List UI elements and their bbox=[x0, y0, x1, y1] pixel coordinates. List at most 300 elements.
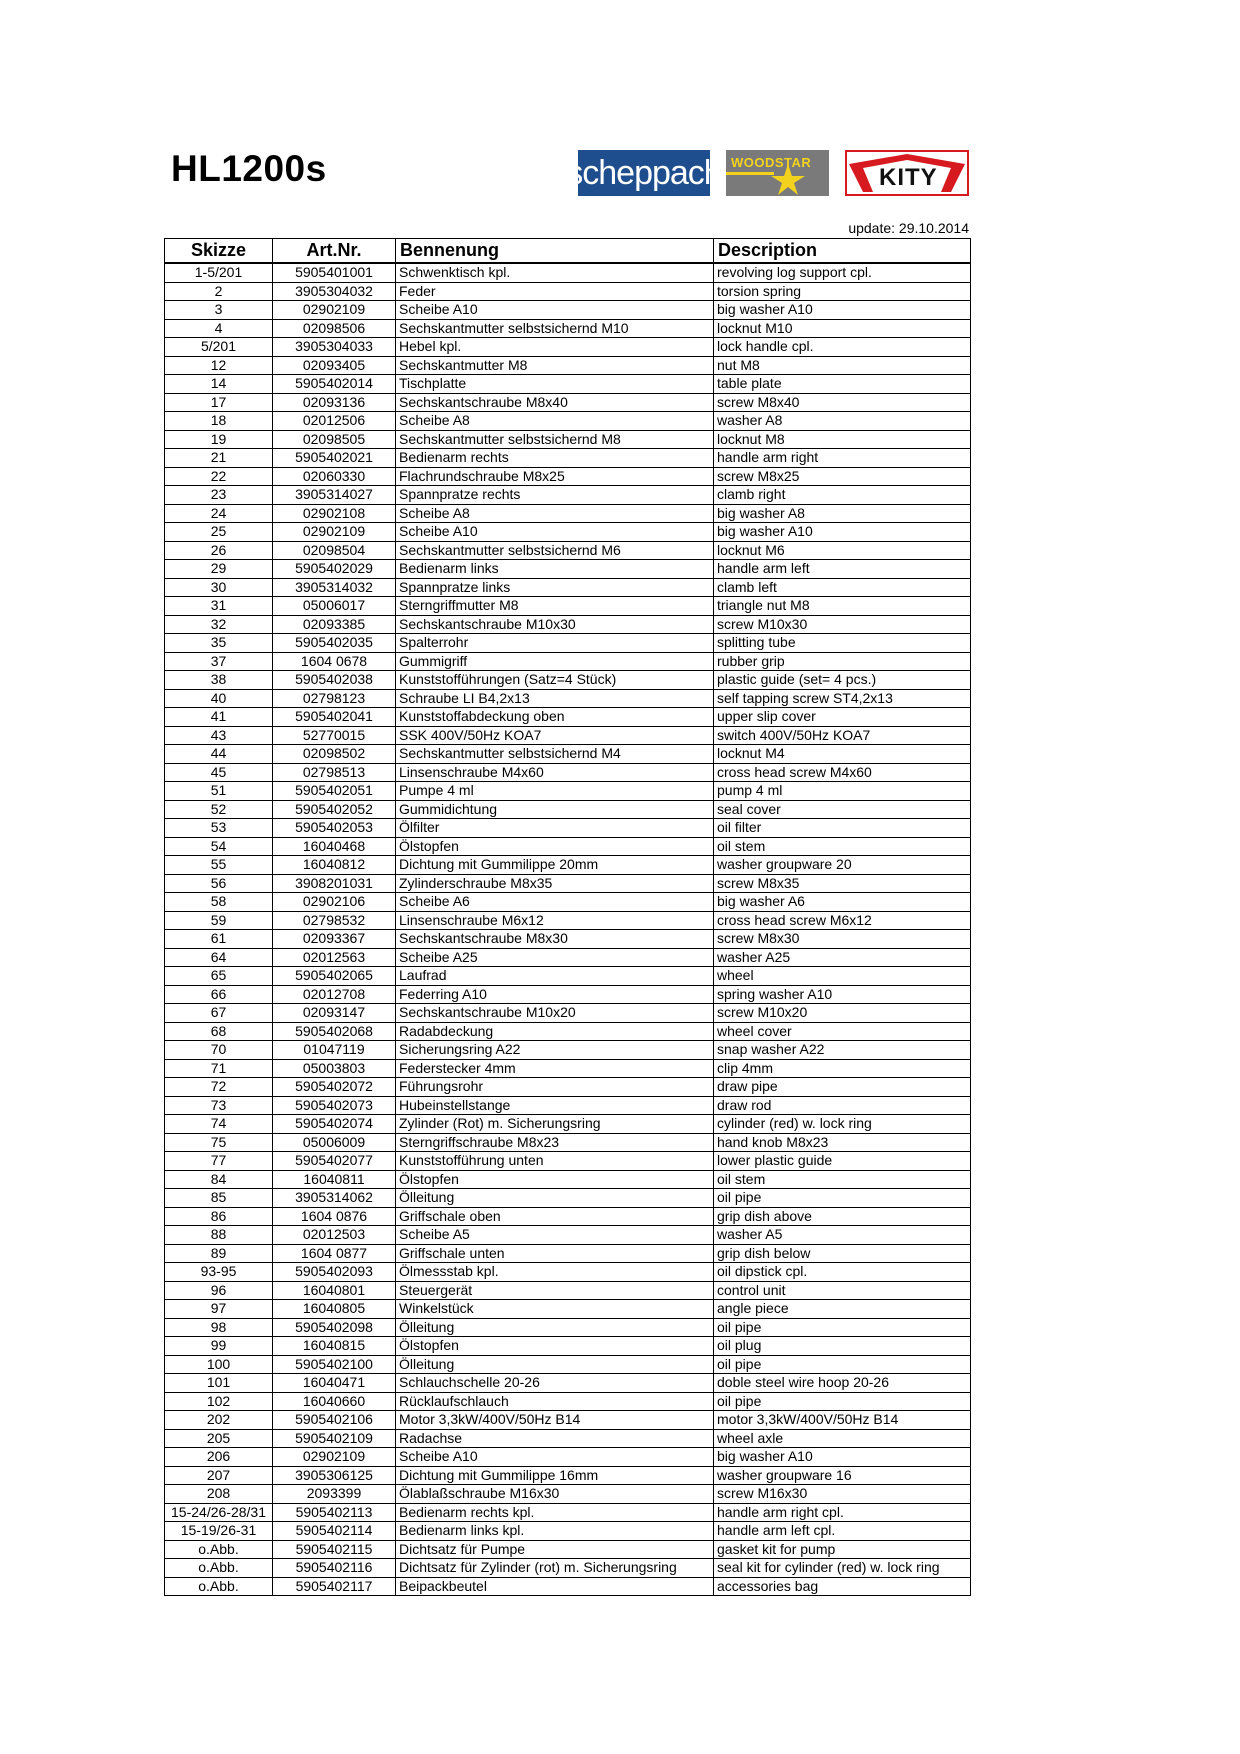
cell-description: spring washer A10 bbox=[714, 985, 971, 1004]
cell-skizze: 74 bbox=[165, 1115, 273, 1134]
cell-art-nr: 02798532 bbox=[273, 911, 396, 930]
cell-description: lock handle cpl. bbox=[714, 338, 971, 357]
cell-description: lower plastic guide bbox=[714, 1152, 971, 1171]
table-row bbox=[165, 782, 971, 801]
cell-description: grip dish above bbox=[714, 1207, 971, 1226]
cell-description: hand knob M8x23 bbox=[714, 1133, 971, 1152]
table-row bbox=[165, 1152, 971, 1171]
cell-bennenung: Scheibe A10 bbox=[396, 523, 714, 542]
table-row bbox=[165, 689, 971, 708]
table-row bbox=[165, 1540, 971, 1559]
cell-skizze: o.Abb. bbox=[165, 1540, 273, 1559]
cell-description: wheel bbox=[714, 967, 971, 986]
cell-art-nr: 3908201031 bbox=[273, 874, 396, 893]
cell-bennenung: Scheibe A25 bbox=[396, 948, 714, 967]
cell-bennenung: Laufrad bbox=[396, 967, 714, 986]
cell-bennenung: Federstecker 4mm bbox=[396, 1059, 714, 1078]
cell-art-nr: 02098506 bbox=[273, 319, 396, 338]
cell-description: wheel cover bbox=[714, 1022, 971, 1041]
cell-skizze: 68 bbox=[165, 1022, 273, 1041]
table-row bbox=[165, 1263, 971, 1282]
column-header-description: Description bbox=[714, 239, 971, 264]
cell-art-nr: 5905402053 bbox=[273, 819, 396, 838]
cell-bennenung: Federring A10 bbox=[396, 985, 714, 1004]
cell-description: screw M10x20 bbox=[714, 1004, 971, 1023]
cell-description: handle arm right bbox=[714, 449, 971, 468]
cell-bennenung: Dichtsatz für Zylinder (rot) m. Sicherungsring bbox=[396, 1559, 714, 1578]
table-row bbox=[165, 1485, 971, 1504]
cell-bennenung: Ölfilter bbox=[396, 819, 714, 838]
cell-skizze: 67 bbox=[165, 1004, 273, 1023]
cell-description: washer A25 bbox=[714, 948, 971, 967]
cell-skizze: 12 bbox=[165, 356, 273, 375]
cell-skizze: 71 bbox=[165, 1059, 273, 1078]
cell-description: pump 4 ml bbox=[714, 782, 971, 801]
table-row bbox=[165, 745, 971, 764]
cell-bennenung: Ölleitung bbox=[396, 1189, 714, 1208]
cell-art-nr: 02902109 bbox=[273, 301, 396, 320]
cell-description: accessories bag bbox=[714, 1577, 971, 1596]
cell-art-nr: 5905402113 bbox=[273, 1503, 396, 1522]
cell-bennenung: Tischplatte bbox=[396, 375, 714, 394]
table-row bbox=[165, 541, 971, 560]
cell-art-nr: 5905402115 bbox=[273, 1540, 396, 1559]
cell-skizze: 75 bbox=[165, 1133, 273, 1152]
table-row bbox=[165, 671, 971, 690]
cell-art-nr: 5905402100 bbox=[273, 1355, 396, 1374]
cell-art-nr: 16040801 bbox=[273, 1281, 396, 1300]
cell-description: cylinder (red) w. lock ring bbox=[714, 1115, 971, 1134]
cell-bennenung: Scheibe A10 bbox=[396, 1448, 714, 1467]
cell-bennenung: Spalterrohr bbox=[396, 634, 714, 653]
cell-art-nr: 16040471 bbox=[273, 1374, 396, 1393]
cell-bennenung: Beipackbeutel bbox=[396, 1577, 714, 1596]
cell-art-nr: 5905402014 bbox=[273, 375, 396, 394]
cell-description: angle piece bbox=[714, 1300, 971, 1319]
cell-description: handle arm right cpl. bbox=[714, 1503, 971, 1522]
table-row bbox=[165, 652, 971, 671]
cell-skizze: 3 bbox=[165, 301, 273, 320]
table-row bbox=[165, 1244, 971, 1263]
cell-art-nr: 02093405 bbox=[273, 356, 396, 375]
cell-skizze: 72 bbox=[165, 1078, 273, 1097]
cell-art-nr: 02012503 bbox=[273, 1226, 396, 1245]
cell-bennenung: Flachrundschraube M8x25 bbox=[396, 467, 714, 486]
table-row bbox=[165, 1133, 971, 1152]
cell-art-nr: 02902109 bbox=[273, 1448, 396, 1467]
cell-skizze: 86 bbox=[165, 1207, 273, 1226]
cell-skizze: 205 bbox=[165, 1429, 273, 1448]
cell-description: washer A5 bbox=[714, 1226, 971, 1245]
cell-skizze: o.Abb. bbox=[165, 1577, 273, 1596]
cell-description: control unit bbox=[714, 1281, 971, 1300]
cell-description: oil pipe bbox=[714, 1318, 971, 1337]
cell-description: upper slip cover bbox=[714, 708, 971, 727]
cell-bennenung: Radachse bbox=[396, 1429, 714, 1448]
cell-skizze: 58 bbox=[165, 893, 273, 912]
cell-bennenung: Sechskantschraube M8x30 bbox=[396, 930, 714, 949]
table-row bbox=[165, 1577, 971, 1596]
cell-bennenung: Ölablaßschraube M16x30 bbox=[396, 1485, 714, 1504]
cell-description: seal cover bbox=[714, 800, 971, 819]
cell-skizze: 88 bbox=[165, 1226, 273, 1245]
cell-description: oil plug bbox=[714, 1337, 971, 1356]
cell-description: big washer A10 bbox=[714, 1448, 971, 1467]
cell-art-nr: 5905402038 bbox=[273, 671, 396, 690]
table-row bbox=[165, 356, 971, 375]
cell-description: handle arm left bbox=[714, 560, 971, 579]
cell-bennenung: Dichtsatz für Pumpe bbox=[396, 1540, 714, 1559]
cell-description: clamb right bbox=[714, 486, 971, 505]
cell-art-nr: 5905402093 bbox=[273, 1263, 396, 1282]
cell-skizze: 89 bbox=[165, 1244, 273, 1263]
cell-bennenung: Linsenschraube M4x60 bbox=[396, 763, 714, 782]
cell-bennenung: Sterngriffmutter M8 bbox=[396, 597, 714, 616]
cell-skizze: 98 bbox=[165, 1318, 273, 1337]
cell-skizze: 70 bbox=[165, 1041, 273, 1060]
table-row bbox=[165, 1226, 971, 1245]
cell-bennenung: Scheibe A10 bbox=[396, 301, 714, 320]
cell-skizze: 1-5/201 bbox=[165, 263, 273, 282]
cell-skizze: 43 bbox=[165, 726, 273, 745]
cell-skizze: 73 bbox=[165, 1096, 273, 1115]
scheppach-logo bbox=[566, 150, 722, 196]
table-row bbox=[165, 1522, 971, 1541]
cell-skizze: 31 bbox=[165, 597, 273, 616]
table-row bbox=[165, 1429, 971, 1448]
cell-art-nr: 01047119 bbox=[273, 1041, 396, 1060]
cell-skizze: 21 bbox=[165, 449, 273, 468]
cell-bennenung: Ölstopfen bbox=[396, 1337, 714, 1356]
cell-skizze: 45 bbox=[165, 763, 273, 782]
cell-bennenung: Radabdeckung bbox=[396, 1022, 714, 1041]
table-row bbox=[165, 1004, 971, 1023]
cell-description: motor 3,3kW/400V/50Hz B14 bbox=[714, 1411, 971, 1430]
cell-skizze: 4 bbox=[165, 319, 273, 338]
cell-skizze: 32 bbox=[165, 615, 273, 634]
cell-skizze: 30 bbox=[165, 578, 273, 597]
cell-description: washer A8 bbox=[714, 412, 971, 431]
cell-description: cross head screw M6x12 bbox=[714, 911, 971, 930]
cell-bennenung: Griffschale unten bbox=[396, 1244, 714, 1263]
cell-bennenung: Bedienarm rechts kpl. bbox=[396, 1503, 714, 1522]
table-row bbox=[165, 1355, 971, 1374]
table-row bbox=[165, 301, 971, 320]
cell-art-nr: 02093385 bbox=[273, 615, 396, 634]
cell-art-nr: 1604 0678 bbox=[273, 652, 396, 671]
cell-description: screw M8x30 bbox=[714, 930, 971, 949]
cell-art-nr: 3905306125 bbox=[273, 1466, 396, 1485]
cell-skizze: 15-19/26-31 bbox=[165, 1522, 273, 1541]
cell-description: locknut M6 bbox=[714, 541, 971, 560]
cell-bennenung: Griffschale oben bbox=[396, 1207, 714, 1226]
cell-bennenung: Linsenschraube M6x12 bbox=[396, 911, 714, 930]
table-row bbox=[165, 375, 971, 394]
cell-art-nr: 16040815 bbox=[273, 1337, 396, 1356]
table-row bbox=[165, 578, 971, 597]
cell-bennenung: Bedienarm links bbox=[396, 560, 714, 579]
cell-bennenung: Pumpe 4 ml bbox=[396, 782, 714, 801]
table-row bbox=[165, 708, 971, 727]
cell-bennenung: Ölleitung bbox=[396, 1355, 714, 1374]
cell-skizze: 23 bbox=[165, 486, 273, 505]
cell-art-nr: 5905402051 bbox=[273, 782, 396, 801]
cell-description: seal kit for cylinder (red) w. lock ring bbox=[714, 1559, 971, 1578]
cell-skizze: 2 bbox=[165, 282, 273, 301]
cell-skizze: 22 bbox=[165, 467, 273, 486]
table-row bbox=[165, 1189, 971, 1208]
table-row bbox=[165, 393, 971, 412]
table-row bbox=[165, 1559, 971, 1578]
cell-skizze: 66 bbox=[165, 985, 273, 1004]
cell-art-nr: 5905402035 bbox=[273, 634, 396, 653]
cell-skizze: 15-24/26-28/31 bbox=[165, 1503, 273, 1522]
cell-bennenung: Sicherungsring A22 bbox=[396, 1041, 714, 1060]
cell-skizze: 35 bbox=[165, 634, 273, 653]
cell-bennenung: Dichtung mit Gummilippe 20mm bbox=[396, 856, 714, 875]
cell-skizze: 44 bbox=[165, 745, 273, 764]
cell-art-nr: 02798123 bbox=[273, 689, 396, 708]
table-row bbox=[165, 819, 971, 838]
cell-art-nr: 5905402116 bbox=[273, 1559, 396, 1578]
cell-skizze: 52 bbox=[165, 800, 273, 819]
cell-art-nr: 1604 0877 bbox=[273, 1244, 396, 1263]
cell-description: torsion spring bbox=[714, 282, 971, 301]
cell-description: big washer A6 bbox=[714, 893, 971, 912]
table-row bbox=[165, 837, 971, 856]
cell-bennenung: Dichtung mit Gummilippe 16mm bbox=[396, 1466, 714, 1485]
cell-skizze: 100 bbox=[165, 1355, 273, 1374]
cell-art-nr: 16040660 bbox=[273, 1392, 396, 1411]
parts-table-body bbox=[165, 263, 971, 1596]
table-row bbox=[165, 1096, 971, 1115]
table-row bbox=[165, 1041, 971, 1060]
cell-bennenung: Sechskantschraube M10x30 bbox=[396, 615, 714, 634]
cell-art-nr: 3905314062 bbox=[273, 1189, 396, 1208]
cell-description: gasket kit for pump bbox=[714, 1540, 971, 1559]
cell-bennenung: Ölstopfen bbox=[396, 1170, 714, 1189]
cell-description: oil pipe bbox=[714, 1392, 971, 1411]
cell-skizze: 61 bbox=[165, 930, 273, 949]
cell-skizze: 77 bbox=[165, 1152, 273, 1171]
table-row bbox=[165, 1300, 971, 1319]
cell-art-nr: 3905304032 bbox=[273, 282, 396, 301]
cell-description: nut M8 bbox=[714, 356, 971, 375]
cell-art-nr: 2093399 bbox=[273, 1485, 396, 1504]
cell-bennenung: Gummigriff bbox=[396, 652, 714, 671]
cell-description: locknut M8 bbox=[714, 430, 971, 449]
cell-bennenung: Sechskantschraube M10x20 bbox=[396, 1004, 714, 1023]
cell-bennenung: Schwenktisch kpl. bbox=[396, 263, 714, 282]
cell-bennenung: Zylinderschraube M8x35 bbox=[396, 874, 714, 893]
cell-bennenung: Sechskantmutter selbstsichernd M10 bbox=[396, 319, 714, 338]
cell-skizze: 55 bbox=[165, 856, 273, 875]
cell-description: table plate bbox=[714, 375, 971, 394]
cell-skizze: 5/201 bbox=[165, 338, 273, 357]
table-row bbox=[165, 319, 971, 338]
cell-art-nr: 5905402072 bbox=[273, 1078, 396, 1097]
table-row bbox=[165, 1207, 971, 1226]
table-row bbox=[165, 856, 971, 875]
cell-description: self tapping screw ST4,2x13 bbox=[714, 689, 971, 708]
cell-description: wheel axle bbox=[714, 1429, 971, 1448]
cell-skizze: 59 bbox=[165, 911, 273, 930]
table-row bbox=[165, 1022, 971, 1041]
cell-description: screw M8x35 bbox=[714, 874, 971, 893]
woodstar-logo bbox=[726, 150, 829, 196]
cell-art-nr: 5905402052 bbox=[273, 800, 396, 819]
table-row bbox=[165, 985, 971, 1004]
table-row bbox=[165, 615, 971, 634]
cell-description: big washer A10 bbox=[714, 301, 971, 320]
scheppach-logo-text: scheppach bbox=[566, 153, 722, 192]
cell-skizze: 26 bbox=[165, 541, 273, 560]
table-row bbox=[165, 948, 971, 967]
cell-art-nr: 3905304033 bbox=[273, 338, 396, 357]
table-row bbox=[165, 634, 971, 653]
cell-description: plastic guide (set= 4 pcs.) bbox=[714, 671, 971, 690]
cell-description: screw M10x30 bbox=[714, 615, 971, 634]
cell-bennenung: Spannpratze rechts bbox=[396, 486, 714, 505]
cell-art-nr: 1604 0876 bbox=[273, 1207, 396, 1226]
parts-table bbox=[164, 238, 971, 1596]
cell-skizze: 54 bbox=[165, 837, 273, 856]
cell-art-nr: 5905402098 bbox=[273, 1318, 396, 1337]
cell-description: oil pipe bbox=[714, 1189, 971, 1208]
table-row bbox=[165, 726, 971, 745]
table-row bbox=[165, 449, 971, 468]
table-row bbox=[165, 1318, 971, 1337]
cell-art-nr: 16040805 bbox=[273, 1300, 396, 1319]
table-row bbox=[165, 560, 971, 579]
cell-bennenung: Steuergerät bbox=[396, 1281, 714, 1300]
cell-description: snap washer A22 bbox=[714, 1041, 971, 1060]
cell-bennenung: Sechskantmutter M8 bbox=[396, 356, 714, 375]
cell-skizze: 14 bbox=[165, 375, 273, 394]
column-header-art-nr: Art.Nr. bbox=[273, 239, 396, 264]
cell-art-nr: 5905402109 bbox=[273, 1429, 396, 1448]
cell-skizze: 41 bbox=[165, 708, 273, 727]
woodstar-logo-text: WOODSTAR bbox=[731, 155, 812, 170]
cell-description: draw pipe bbox=[714, 1078, 971, 1097]
cell-skizze: 96 bbox=[165, 1281, 273, 1300]
cell-description: draw rod bbox=[714, 1096, 971, 1115]
table-row bbox=[165, 1411, 971, 1430]
cell-bennenung: Motor 3,3kW/400V/50Hz B14 bbox=[396, 1411, 714, 1430]
cell-art-nr: 5905402065 bbox=[273, 967, 396, 986]
cell-bennenung: Feder bbox=[396, 282, 714, 301]
cell-art-nr: 16040468 bbox=[273, 837, 396, 856]
table-row bbox=[165, 874, 971, 893]
cell-bennenung: Rücklaufschlauch bbox=[396, 1392, 714, 1411]
table-row bbox=[165, 412, 971, 431]
cell-bennenung: Scheibe A8 bbox=[396, 412, 714, 431]
table-row bbox=[165, 430, 971, 449]
update-date: update: 29.10.2014 bbox=[848, 220, 969, 236]
cell-bennenung: Zylinder (Rot) m. Sicherungsring bbox=[396, 1115, 714, 1134]
cell-skizze: 206 bbox=[165, 1448, 273, 1467]
cell-bennenung: Ölleitung bbox=[396, 1318, 714, 1337]
cell-art-nr: 5905402073 bbox=[273, 1096, 396, 1115]
cell-skizze: 101 bbox=[165, 1374, 273, 1393]
table-row bbox=[165, 1078, 971, 1097]
cell-description: cross head screw M4x60 bbox=[714, 763, 971, 782]
cell-skizze: 18 bbox=[165, 412, 273, 431]
cell-description: screw M16x30 bbox=[714, 1485, 971, 1504]
cell-skizze: 64 bbox=[165, 948, 273, 967]
cell-art-nr: 02098505 bbox=[273, 430, 396, 449]
cell-art-nr: 3905314032 bbox=[273, 578, 396, 597]
cell-skizze: 93-95 bbox=[165, 1263, 273, 1282]
cell-bennenung: Führungsrohr bbox=[396, 1078, 714, 1097]
cell-description: oil filter bbox=[714, 819, 971, 838]
cell-bennenung: Sechskantmutter selbstsichernd M4 bbox=[396, 745, 714, 764]
cell-description: doble steel wire hoop 20-26 bbox=[714, 1374, 971, 1393]
cell-skizze: 17 bbox=[165, 393, 273, 412]
cell-art-nr: 16040812 bbox=[273, 856, 396, 875]
cell-bennenung: SSK 400V/50Hz KOA7 bbox=[396, 726, 714, 745]
cell-description: oil dipstick cpl. bbox=[714, 1263, 971, 1282]
table-row bbox=[165, 504, 971, 523]
table-row bbox=[165, 1448, 971, 1467]
cell-bennenung: Kunststoffabdeckung oben bbox=[396, 708, 714, 727]
cell-description: switch 400V/50Hz KOA7 bbox=[714, 726, 971, 745]
cell-skizze: 202 bbox=[165, 1411, 273, 1430]
cell-art-nr: 02093136 bbox=[273, 393, 396, 412]
cell-art-nr: 3905314027 bbox=[273, 486, 396, 505]
table-row bbox=[165, 1374, 971, 1393]
cell-art-nr: 5905402068 bbox=[273, 1022, 396, 1041]
cell-art-nr: 5905402106 bbox=[273, 1411, 396, 1430]
cell-art-nr: 02012708 bbox=[273, 985, 396, 1004]
cell-bennenung: Sechskantschraube M8x40 bbox=[396, 393, 714, 412]
table-row bbox=[165, 967, 971, 986]
cell-art-nr: 5905402029 bbox=[273, 560, 396, 579]
cell-skizze: 97 bbox=[165, 1300, 273, 1319]
cell-bennenung: Sechskantmutter selbstsichernd M8 bbox=[396, 430, 714, 449]
cell-skizze: 56 bbox=[165, 874, 273, 893]
cell-art-nr: 02093367 bbox=[273, 930, 396, 949]
cell-skizze: 29 bbox=[165, 560, 273, 579]
cell-skizze: 84 bbox=[165, 1170, 273, 1189]
cell-art-nr: 05003803 bbox=[273, 1059, 396, 1078]
table-row bbox=[165, 930, 971, 949]
cell-bennenung: Sechskantmutter selbstsichernd M6 bbox=[396, 541, 714, 560]
table-row bbox=[165, 1281, 971, 1300]
cell-bennenung: Ölmessstab kpl. bbox=[396, 1263, 714, 1282]
cell-description: clip 4mm bbox=[714, 1059, 971, 1078]
cell-art-nr: 05006009 bbox=[273, 1133, 396, 1152]
table-row bbox=[165, 1503, 971, 1522]
cell-bennenung: Schraube LI B4,2x13 bbox=[396, 689, 714, 708]
cell-bennenung: Scheibe A6 bbox=[396, 893, 714, 912]
table-row bbox=[165, 1337, 971, 1356]
column-header-bennenung: Bennenung bbox=[396, 239, 714, 264]
table-row bbox=[165, 893, 971, 912]
cell-art-nr: 02060330 bbox=[273, 467, 396, 486]
cell-skizze: 207 bbox=[165, 1466, 273, 1485]
cell-art-nr: 5905402074 bbox=[273, 1115, 396, 1134]
table-row bbox=[165, 1392, 971, 1411]
cell-art-nr: 02798513 bbox=[273, 763, 396, 782]
cell-description: big washer A10 bbox=[714, 523, 971, 542]
cell-art-nr: 5905402021 bbox=[273, 449, 396, 468]
column-header-skizze: Skizze bbox=[165, 239, 273, 264]
cell-bennenung: Schlauchschelle 20-26 bbox=[396, 1374, 714, 1393]
cell-description: revolving log support cpl. bbox=[714, 263, 971, 282]
cell-art-nr: 02902108 bbox=[273, 504, 396, 523]
cell-bennenung: Winkelstück bbox=[396, 1300, 714, 1319]
